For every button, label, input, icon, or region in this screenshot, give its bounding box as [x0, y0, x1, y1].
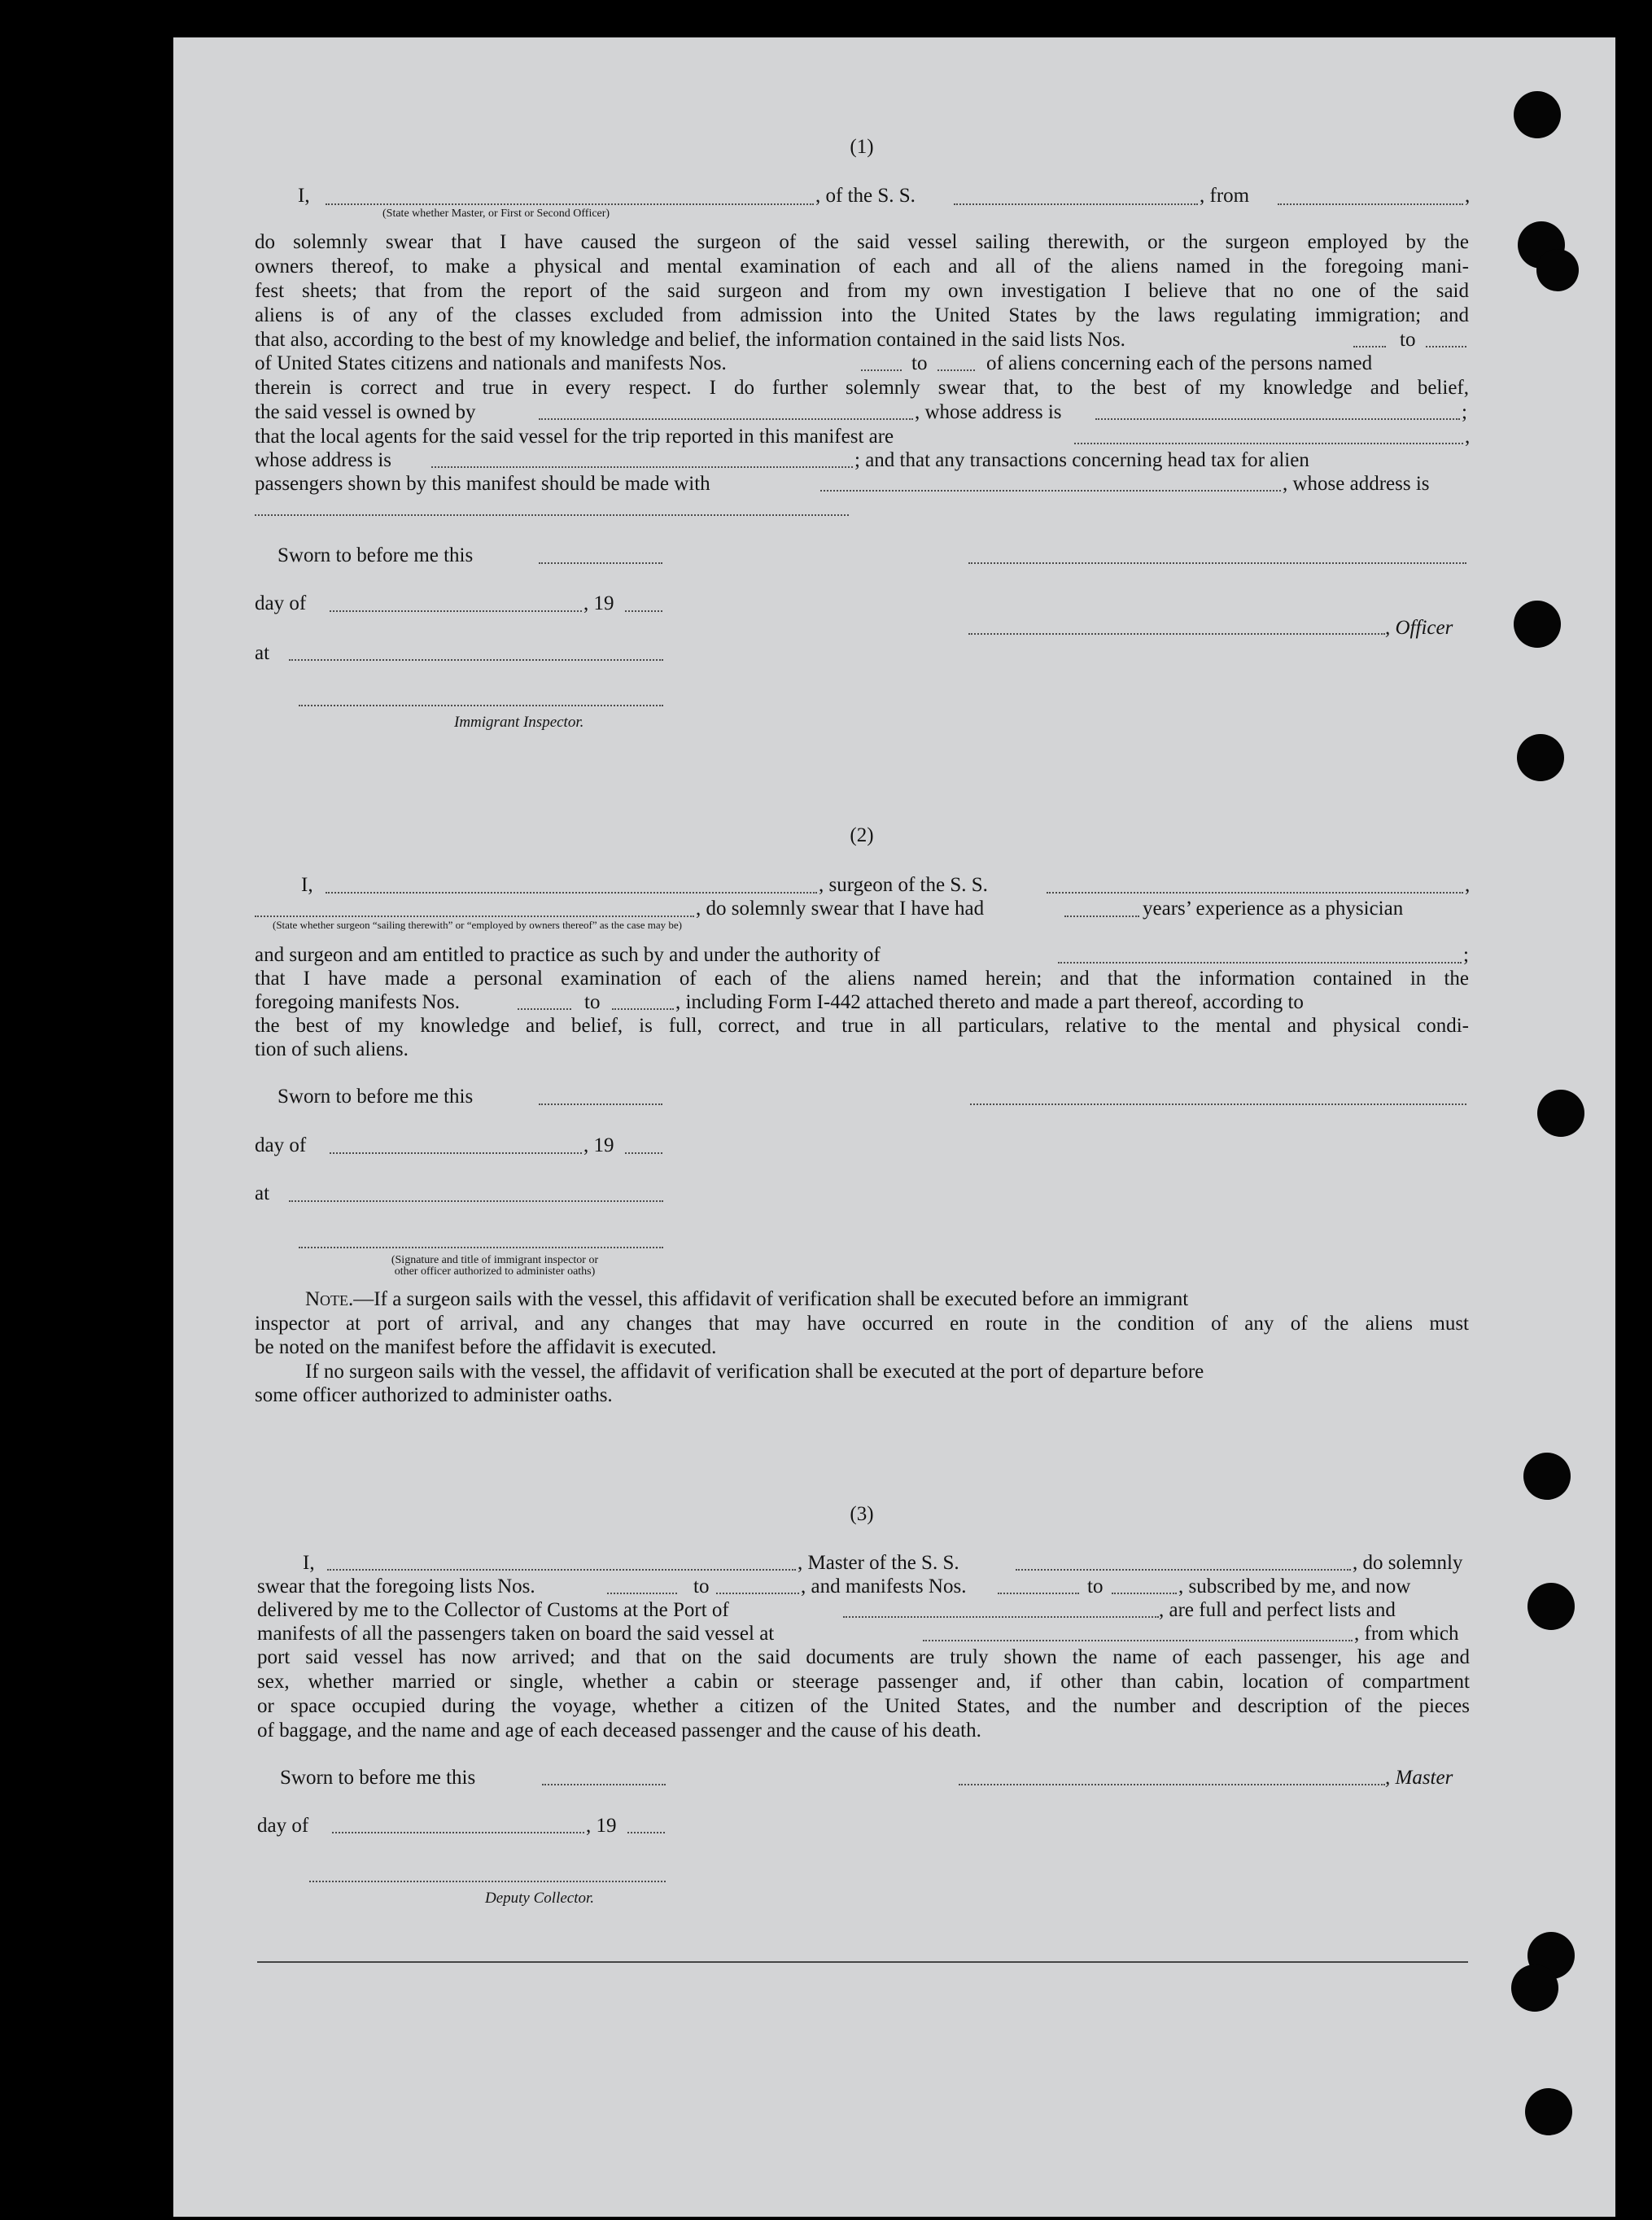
blank-manifest-from[interactable] [998, 1593, 1079, 1594]
blank-manifest-to[interactable] [612, 1008, 674, 1010]
text: at [255, 1182, 270, 1204]
text: , 19 [583, 592, 614, 614]
field-note: (State whether Master, or First or Second Officer) [382, 208, 610, 220]
blank-collector-signature[interactable] [309, 1881, 666, 1882]
text: , from which [1354, 1623, 1459, 1645]
blank-officer-signature[interactable] [968, 562, 1466, 564]
text: day of [255, 1134, 307, 1156]
text: , surgeon of the S. S. [819, 874, 988, 896]
text: to [1087, 1575, 1104, 1597]
field-note: (State whether surgeon “sailing therewith” or “employed by owners thereof” as the case may be) [273, 919, 682, 931]
text: , Master of the S. S. [798, 1552, 959, 1574]
text: day of [255, 592, 307, 614]
blank-manifest-from[interactable] [861, 369, 902, 371]
text-line: owners thereof, to make a physical and mental examination of each and all of the aliens named in the foregoing mani- [255, 256, 1469, 278]
text: day of [257, 1815, 309, 1837]
text: Sworn to before me this [278, 544, 474, 566]
text: to [584, 991, 601, 1013]
text: , do solemnly swear that I have had [696, 898, 985, 920]
text: , whose address is [1283, 473, 1430, 495]
blank-year[interactable] [627, 1832, 665, 1833]
text: , from [1200, 185, 1250, 207]
text: at [255, 642, 270, 664]
text-line: of baggage, and the name and age of each deceased passenger and the cause of his death. [257, 1720, 981, 1741]
text: , and manifests Nos. [801, 1575, 967, 1597]
blank-month[interactable] [330, 1152, 582, 1154]
blank-vessel-name[interactable] [1047, 892, 1463, 894]
text: the said vessel is owned by [255, 401, 476, 423]
blank-master-name[interactable] [326, 203, 814, 205]
text: that also, according to the best of my knowledge and belief, the information contained in the said lists Nos. [255, 329, 1125, 351]
blank-authority[interactable] [1058, 962, 1462, 964]
text: , subscribed by me, and now [1178, 1575, 1411, 1597]
text-line: or space occupied during the voyage, whether a citizen of the United States, and the number and description of the pieces [257, 1695, 1470, 1717]
text-line: port said vessel has now arrived; and that on the said documents are truly shown the name of each passenger, his age and [257, 1646, 1470, 1668]
text-line: fest sheets; that from the report of the said surgeon and from my own investigation I believe that no one of the said [255, 280, 1469, 302]
master-label: , Master [1385, 1767, 1453, 1789]
text: Sworn to before me this [278, 1086, 474, 1108]
text: Sworn to before me this [280, 1767, 476, 1789]
blank-manifest-to[interactable] [937, 369, 975, 371]
signature-note: other officer authorized to administer oaths) [394, 1265, 596, 1278]
text: , [1465, 874, 1471, 896]
text: , [1465, 426, 1471, 448]
note-text: —If a surgeon sails with the vessel, this affidavit of verification shall be executed before an immigrant [353, 1288, 1189, 1310]
text: to [1400, 329, 1416, 351]
punch-hole [1523, 1453, 1571, 1500]
note-label: Note. [305, 1288, 354, 1310]
blank-head-tax-party[interactable] [820, 490, 1281, 492]
text: to [911, 352, 928, 374]
blank-surgeon-name[interactable] [326, 892, 817, 894]
text: I, [303, 1552, 315, 1574]
text: that the local agents for the said vessel for the trip reported in this manifest are [255, 426, 894, 448]
blank-agents-address[interactable] [431, 466, 853, 468]
blank-vessel-name[interactable] [1016, 1569, 1351, 1571]
punch-hole [1536, 249, 1579, 291]
blank-sworn-day[interactable] [539, 1103, 662, 1105]
text: whose address is [255, 449, 392, 471]
blank-year[interactable] [625, 1152, 662, 1154]
blank-month[interactable] [330, 610, 582, 612]
blank-from-port[interactable] [1278, 203, 1463, 205]
text: of United States citizens and nationals and manifests Nos. [255, 352, 727, 374]
blank-years[interactable] [1064, 916, 1139, 917]
text: , do solemnly [1353, 1552, 1463, 1574]
section-3-heading: (3) [850, 1503, 874, 1525]
section-1-heading: (1) [850, 136, 874, 158]
footer-rule [257, 1961, 1468, 1963]
blank-place[interactable] [289, 1200, 663, 1202]
text: and surgeon and am entitled to practice as such by and under the authority of [255, 944, 881, 966]
blank-head-tax-address[interactable] [255, 514, 849, 516]
blank-port[interactable] [843, 1616, 1159, 1618]
text: , [1465, 185, 1471, 207]
text-line: the best of my knowledge and belief, is full, correct, and true in all particulars, relative to the mental and physical condi- [255, 1015, 1469, 1037]
text: ; and that any transactions concerning head tax for alien [854, 449, 1309, 471]
text-line: tion of such aliens. [255, 1038, 409, 1060]
punch-hole [1514, 601, 1561, 648]
text: ; [1462, 401, 1467, 423]
blank-owner[interactable] [539, 418, 913, 420]
blank-list-from[interactable] [1353, 346, 1386, 347]
punch-hole [1527, 1583, 1575, 1630]
inspector-label: Immigrant Inspector. [454, 714, 584, 731]
punch-hole [1525, 2088, 1572, 2135]
text-line: sex, whether married or single, whether a cabin or steerage passenger and, if other than cabin, location of compartment [257, 1671, 1470, 1693]
blank-embarkation-port[interactable] [923, 1640, 1353, 1641]
blank-master-name[interactable] [327, 1569, 796, 1571]
text: foregoing manifests Nos. [255, 991, 461, 1013]
text: , of the S. S. [815, 185, 916, 207]
blank-manifest-from[interactable] [518, 1008, 571, 1010]
blank-local-agents[interactable] [1074, 443, 1463, 444]
blank-list-to[interactable] [716, 1593, 799, 1594]
note-line [305, 1287, 1188, 1312]
text-line: that I have made a personal examination of each of the aliens named herein; and that the information contained in the [255, 968, 1469, 990]
text: delivered by me to the Collector of Customs at the Port of [257, 1599, 729, 1621]
blank-manifest-to[interactable] [1112, 1593, 1177, 1594]
text: , including Form I-442 attached thereto and made a part thereof, according to [675, 991, 1304, 1013]
blank-surgeon-signature[interactable] [970, 1103, 1466, 1105]
text: swear that the foregoing lists Nos. [257, 1575, 535, 1597]
text: to [693, 1575, 710, 1597]
blank-officer-title[interactable] [968, 633, 1385, 635]
officer-label: , Officer [1385, 617, 1453, 639]
note-line: If no surgeon sails with the vessel, the affidavit of verification shall be executed at the port of departure before [305, 1361, 1204, 1383]
text: ; [1463, 944, 1469, 966]
blank-inspector-signature[interactable] [299, 705, 663, 706]
text: manifests of all the passengers taken on board the said vessel at [257, 1623, 775, 1645]
text: , 19 [583, 1134, 614, 1156]
text: , 19 [586, 1815, 617, 1837]
text: I, [298, 185, 310, 207]
note-line: inspector at port of arrival, and any changes that may have occurred en route in the condition of any of the aliens must [255, 1313, 1469, 1335]
blank-month[interactable] [332, 1832, 584, 1833]
signature-note: (Signature and title of immigrant inspector or [391, 1254, 599, 1266]
blank-owner-address[interactable] [1095, 418, 1460, 420]
blank-sworn-day[interactable] [539, 562, 662, 564]
note-line: some officer authorized to administer oaths. [255, 1384, 613, 1406]
blank-year[interactable] [625, 610, 662, 612]
blank-surgeon-status[interactable] [255, 916, 694, 917]
text: passengers shown by this manifest should be made with [255, 473, 710, 495]
blank-sworn-day[interactable] [542, 1784, 666, 1785]
text: , whose address is [915, 401, 1062, 423]
text: years’ experience as a physician [1143, 898, 1404, 920]
blank-master-signature[interactable] [959, 1784, 1385, 1785]
punch-hole [1514, 91, 1561, 138]
text-line: aliens is of any of the classes excluded from admission into the United States by the laws regulating immigration; and [255, 304, 1469, 326]
punch-hole [1537, 1090, 1584, 1137]
collector-label: Deputy Collector. [485, 1890, 595, 1907]
blank-vessel-name[interactable] [954, 203, 1198, 205]
text: I, [301, 874, 313, 896]
blank-list-to[interactable] [1426, 346, 1466, 347]
text: of aliens concerning each of the persons named [986, 352, 1373, 374]
section-2-heading: (2) [850, 824, 874, 846]
text: , are full and perfect lists and [1159, 1599, 1396, 1621]
blank-inspector-signature[interactable] [299, 1247, 663, 1248]
punch-hole [1511, 1964, 1558, 2012]
blank-place[interactable] [289, 659, 663, 661]
text-line: do solemnly swear that I have caused the surgeon of the said vessel sailing therewith, or the surgeon employed by the [255, 231, 1469, 253]
note-line: be noted on the manifest before the affidavit is executed. [255, 1336, 717, 1358]
blank-list-from[interactable] [607, 1593, 677, 1594]
punch-hole [1517, 734, 1564, 781]
text-line: therein is correct and true in every respect. I do further solemnly swear that, to the best of my knowledge and belief, [255, 377, 1469, 399]
